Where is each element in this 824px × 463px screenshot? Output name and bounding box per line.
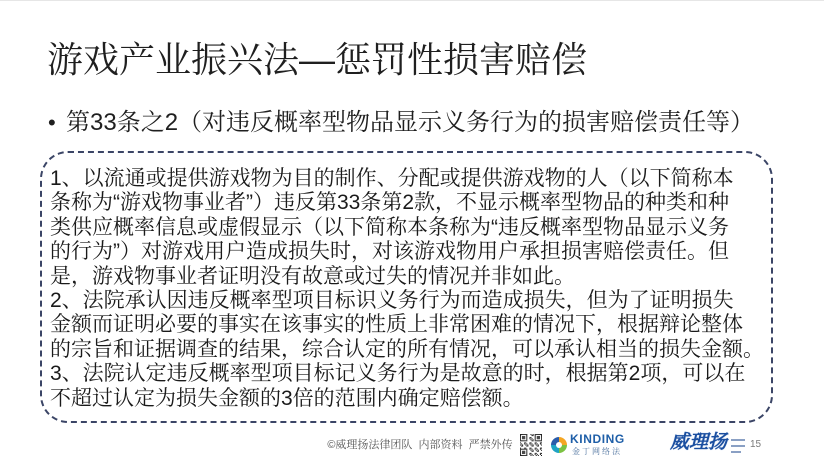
kinding-logo-subtitle: 金丁网络法	[572, 447, 622, 456]
bullet-text: 第33条之2（对违反概率型物品显示义务行为的损害赔偿责任等）	[66, 109, 755, 136]
paragraph-2	[50, 289, 768, 362]
slide-title: 游戏产业振兴法—惩罚性损害赔偿	[47, 39, 588, 80]
weiliyang-logo-tagline-mark	[731, 451, 741, 453]
paragraph-line: 是，游戏物事业者证明没有故意或过失的情况并非如此。	[50, 264, 575, 288]
paragraph-1	[50, 167, 768, 289]
dashed-content-box	[40, 151, 773, 423]
bullet-marker: •	[48, 110, 56, 135]
kinding-globe-icon	[551, 437, 567, 453]
paragraph-line: 2、法院承认因违反概率型项目标识义务行为而造成损失，但为了证明损失	[50, 288, 734, 312]
paragraph-line: 的行为”）对游戏用户造成损失时，对该游戏物用户承担损害赔偿责任。但	[50, 240, 729, 264]
paragraph-line: 不超过认定为损失金额的3倍的范围内确定赔偿额。	[50, 386, 524, 410]
weiliyang-logo-tagline-mark	[731, 439, 745, 441]
page-number: 15	[750, 439, 762, 450]
paragraph-line: 类供应概率信息或虚假显示（以下简称本条称为“违反概率型物品显示义务	[50, 215, 729, 239]
paragraph-line: 条称为“游戏物事业者”）违反第33条第2款，不显示概率型物品的种类和种	[50, 191, 730, 215]
paragraph-line: 3、法院认定违反概率型项目标记义务行为是故意的时，根据第2项，可以在	[50, 362, 746, 386]
footer-copyright: ©威理扬法律团队 内部资料 严禁外传	[327, 439, 513, 451]
weiliyang-logo-text: 威理扬	[670, 432, 728, 453]
paragraph-3	[50, 362, 768, 411]
paragraph-line: 的宗旨和证据调查的结果，综合认定的所有情况，可以承认相当的损失金额。	[50, 337, 764, 361]
paragraph-line: 1、以流通或提供游戏物为目的制作、分配或提供游戏物的人（以下简称本	[50, 167, 734, 190]
qr-code-icon	[520, 434, 542, 456]
paragraph-line: 金额而证明必要的事实在该事实的性质上非常困难的情况下，根据辩论整体	[50, 313, 743, 337]
kinding-logo-text: KINDING	[570, 432, 625, 446]
weiliyang-logo-tagline-mark	[731, 445, 745, 447]
box-text	[50, 167, 768, 411]
